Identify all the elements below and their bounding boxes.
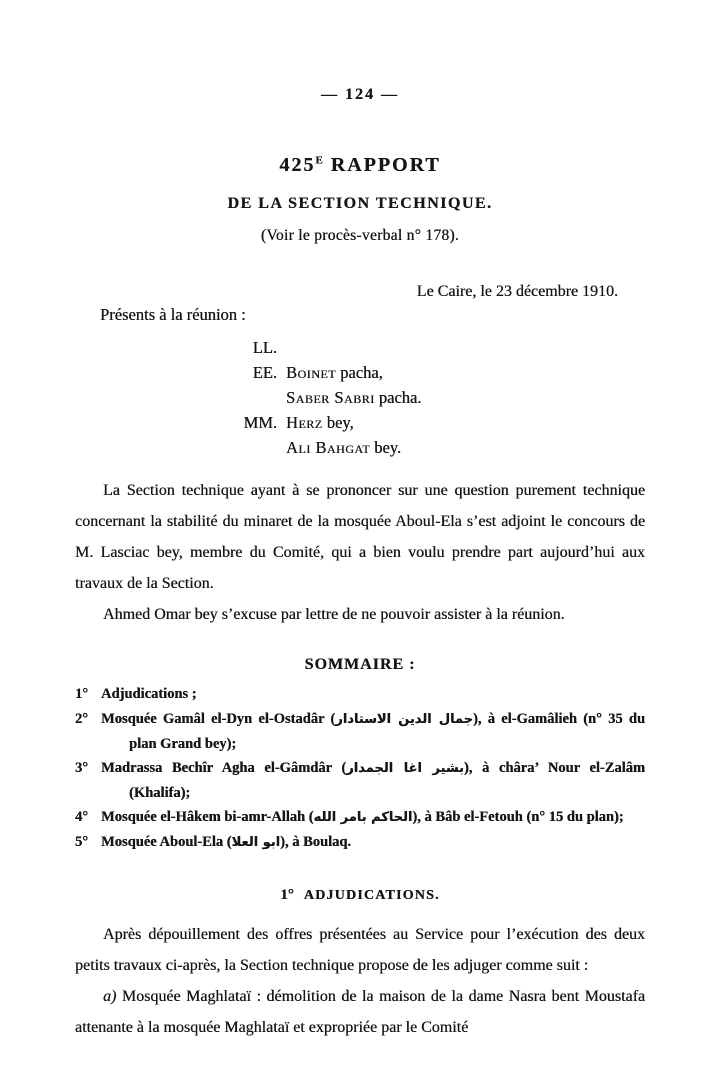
sommaire-item-number: 3°: [75, 760, 89, 776]
attendee-rest: bey,: [322, 413, 354, 432]
section-heading-adjudications: [75, 887, 645, 904]
attendance-row: [225, 435, 645, 460]
section-heading-number: 1°: [280, 887, 294, 903]
report-title-ordinal: E: [315, 154, 323, 167]
section-paragraph-1: Après dépouillement des offres présentées au Service pour l’exécution des deux petits travaux ci-après, la Section technique propose de les adjuger comme suit :: [75, 926, 645, 974]
attendee-name: Saber Sabri: [286, 388, 375, 407]
sommaire-item: [75, 756, 645, 805]
page-content: [75, 0, 645, 1043]
sommaire-item: [75, 682, 645, 707]
sommaire-heading: SOMMAIRE :: [304, 656, 416, 673]
sommaire-item-number: 4°: [75, 809, 89, 825]
attendee-prefix: MM.: [243, 413, 277, 432]
attendance-row: [225, 385, 645, 410]
attendee-prefix: LL. EE.: [252, 338, 277, 382]
attendance-intro: Présents à la réunion :: [100, 305, 246, 324]
section-heading-text: ADJUDICATIONS.: [303, 888, 440, 903]
sommaire-item-text: ), à el-Gamâlieh (n° 35 du plan Grand bey);: [129, 711, 646, 752]
sommaire-item: [75, 707, 645, 756]
sommaire-item: [75, 805, 645, 830]
sommaire-item-text: ), à Boulaq.: [280, 834, 351, 850]
attendee-rest: bey.: [370, 438, 402, 457]
attendance-row: [225, 335, 645, 385]
sommaire-list: [75, 682, 645, 855]
sommaire-item-text: Madrassa Bechîr Agha el-Gâmdâr (: [101, 760, 347, 776]
attendee-name: Ali Bahgat: [286, 438, 371, 457]
report-title: [75, 154, 645, 177]
sommaire-item-number: 5°: [75, 834, 89, 850]
sommaire-item-arabic-text: بشير اغا الجمدار: [346, 761, 464, 776]
attendance-row: [225, 410, 645, 435]
attendance-list: [225, 335, 645, 460]
sommaire-item-number: 1°: [75, 686, 89, 702]
attendee-rest: pacha,: [336, 363, 383, 382]
attendee-name: Boinet: [286, 363, 336, 382]
report-title-word: RAPPORT: [330, 154, 441, 176]
report-subtitle: DE LA SECTION TECHNIQUE.: [227, 195, 493, 212]
attendee-rest: pacha.: [374, 388, 422, 407]
sommaire-item-text: ), à Bâb el-Fetouh (n° 15 du plan);: [412, 809, 624, 825]
dateline: Le Caire, le 23 décembre 1910.: [416, 283, 618, 300]
sommaire-item-text: Mosquée Gamâl el-Dyn el-Ostadâr (: [101, 711, 336, 727]
attendee-name: Herz: [286, 413, 323, 432]
sommaire-item-arabic-text: الحاكم بامر الله: [313, 810, 413, 825]
item-a-label: a): [103, 988, 117, 1005]
sommaire-item-arabic-text: ابو العلا: [231, 835, 281, 850]
item-a-text: Mosquée Maghlataï : démolition de la maison de la dame Nasra bent Moustafa attenante à la mosquée Maghlataï et expropriée par le Comité: [75, 988, 645, 1036]
sommaire-item-text: Adjudications ;: [101, 686, 197, 702]
sommaire-item-arabic-text: جمال الدين الاستادار: [335, 712, 473, 727]
report-reference: (Voir le procès-verbal n° 178).: [260, 227, 460, 244]
sommaire-item-number: 2°: [75, 711, 89, 727]
sommaire-item-text: Mosquée Aboul-Ela (: [101, 834, 232, 850]
sommaire-item: [75, 830, 645, 855]
sommaire-item-text: Mosquée el-Hâkem bi-amr-Allah (: [101, 809, 314, 825]
item-a-paragraph: [75, 981, 645, 1043]
body-paragraph-1: La Section technique ayant à se prononcer sur une question purement technique concernant la stabilité du minaret de la mosquée Aboul-Ela s’est adjoint le concours de M. Lasciac bey, membre du Comité, qui a bien voulu prendre part aujourd’hui aux travaux de la Section.: [75, 482, 645, 592]
page-number: — 124 —: [321, 86, 399, 103]
body-paragraph-2: Ahmed Omar bey s’excuse par lettre de ne pouvoir assister à la réunion.: [103, 606, 565, 623]
sommaire-item-text: ), à châra’ Nour el-Zalâm (Khalifa);: [129, 760, 645, 801]
report-title-number: 425: [279, 154, 316, 176]
